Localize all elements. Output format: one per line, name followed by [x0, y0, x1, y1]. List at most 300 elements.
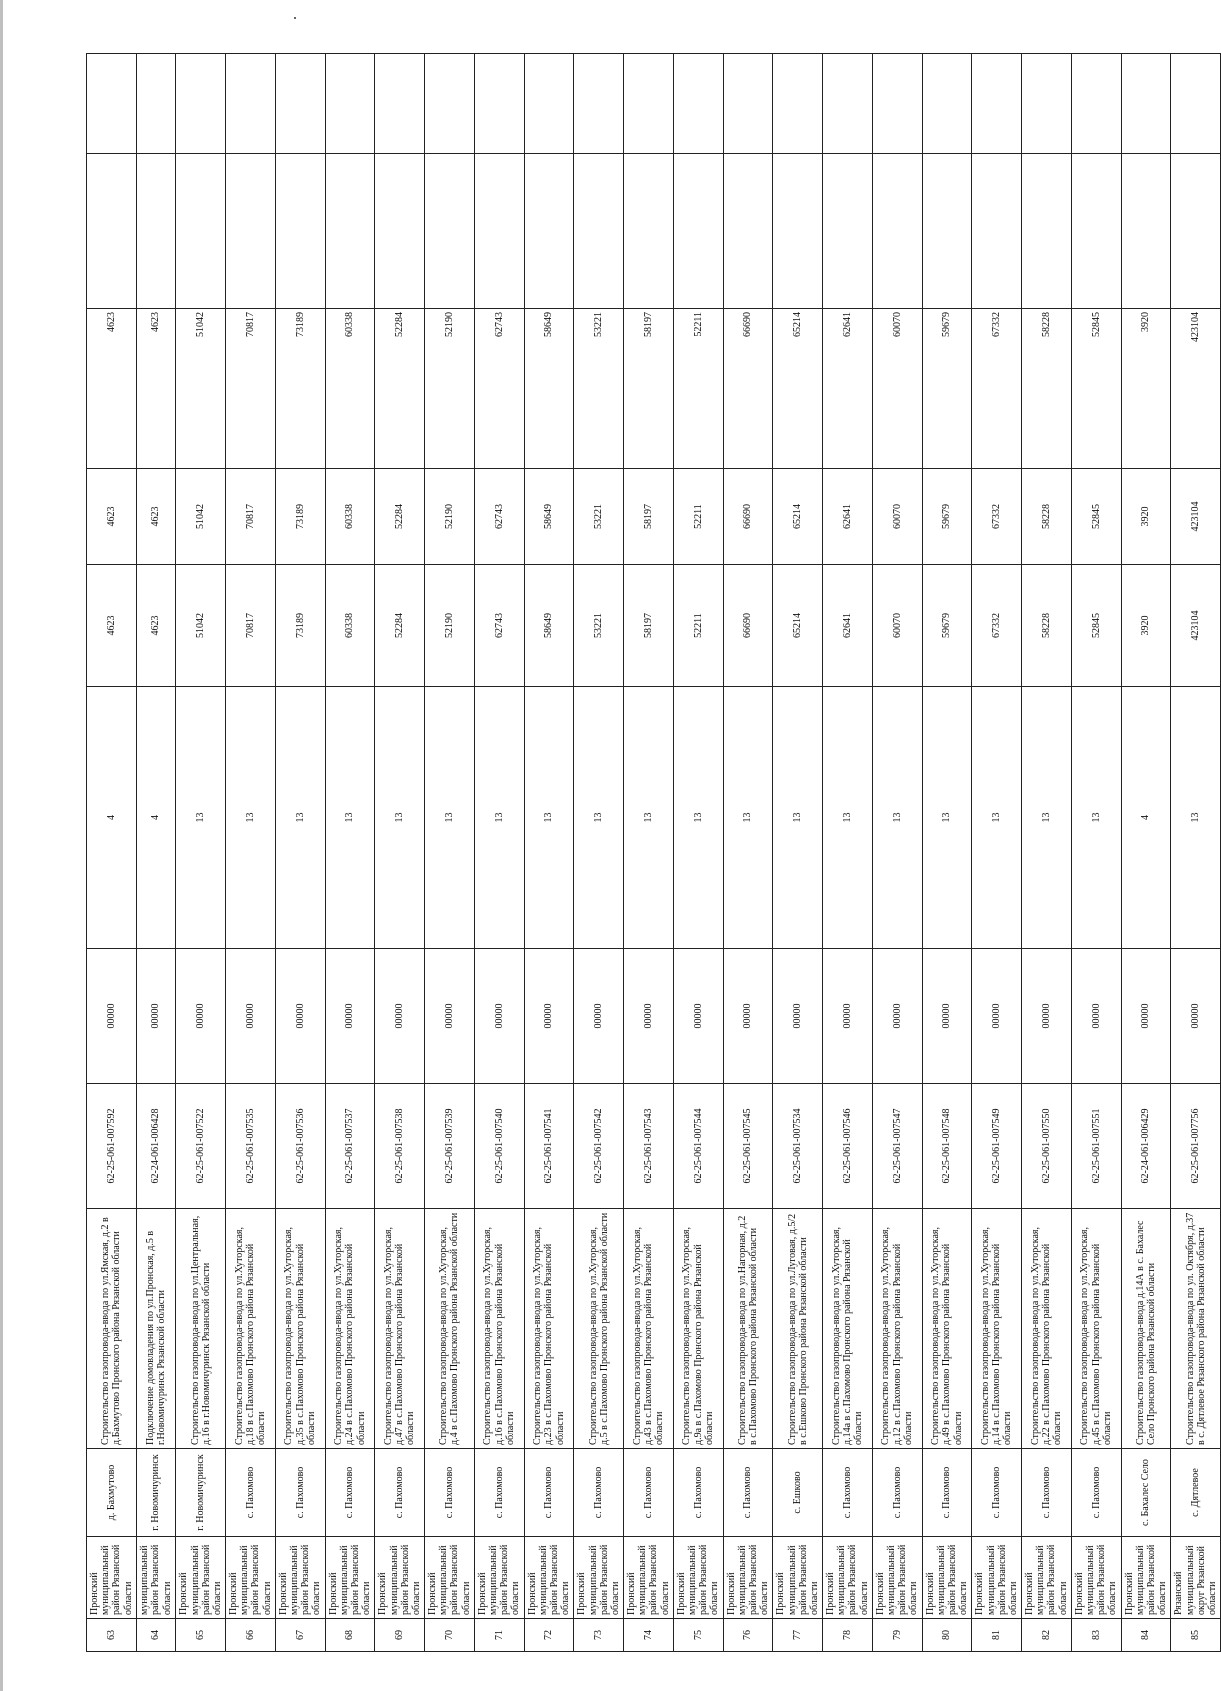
value-1-cell: 52845	[1071, 565, 1121, 687]
okved-code-cell: 00000	[136, 949, 176, 1084]
table-row	[275, 54, 325, 1652]
class-cell: 13	[325, 687, 375, 949]
locality-cell: с. Пахомово	[823, 1449, 873, 1537]
value-3-cell: 52211	[673, 309, 723, 469]
okved-code-cell: 00000	[1121, 949, 1171, 1084]
class-cell: 13	[1022, 687, 1072, 949]
value-3-cell: 52190	[425, 309, 475, 469]
value-1-cell: 423104	[1171, 565, 1221, 687]
object-name-cell: Подключение домовладения по ул.Пронская, д.5 в г.Новомичуринск Рязанской области	[136, 1209, 176, 1449]
class-cell: 13	[773, 687, 823, 949]
row-number: 68	[325, 1619, 375, 1652]
okved-code-cell: 00000	[972, 949, 1022, 1084]
value-3-cell: 62743	[474, 309, 524, 469]
municipality-cell: Пронский муниципальный район Рязанской области	[673, 1537, 723, 1619]
value-2-cell: 59679	[922, 469, 972, 565]
row-number: 66	[226, 1619, 276, 1652]
class-cell: 13	[1071, 687, 1121, 949]
object-code-cell: 62-25-061-007543	[624, 1084, 674, 1209]
class-cell: 13	[474, 687, 524, 949]
object-name-cell: Строительство газопровода-ввода по ул.Хуторская, д.16 в с.Пахомово Пронского района Рязанской области	[474, 1209, 524, 1449]
municipality-cell: Пронский муниципальный район Рязанской области	[524, 1537, 574, 1619]
class-cell: 13	[823, 687, 873, 949]
value-1-cell: 60070	[872, 565, 922, 687]
value-5-cell	[574, 54, 624, 154]
class-cell: 13	[425, 687, 475, 949]
municipality-cell: Пронский муниципальный район Рязанской области	[425, 1537, 475, 1619]
locality-cell: с. Пахомово	[1022, 1449, 1072, 1537]
value-2-cell: 52190	[425, 469, 475, 565]
municipality-cell: Пронский муниципальный район Рязанской области	[624, 1537, 674, 1619]
table-row	[673, 54, 723, 1652]
object-name-cell: Строительство газопровода-ввода по ул.Хуторская, д.18 в с.Пахомово Пронского района Рязанской области	[226, 1209, 276, 1449]
object-name-cell: Строительство газопровода-ввода по ул.Хуторская, д.45 в с.Пахомово Пронского района Рязанской области	[1071, 1209, 1121, 1449]
value-3-cell: 423104	[1171, 309, 1221, 469]
object-code-cell: 62-25-061-007538	[375, 1084, 425, 1209]
value-5-cell	[474, 54, 524, 154]
value-5-cell	[87, 54, 137, 154]
value-5-cell	[1022, 54, 1072, 154]
row-number: 73	[574, 1619, 624, 1652]
value-5-cell	[624, 54, 674, 154]
object-code-cell: 62-25-061-007550	[1022, 1084, 1072, 1209]
value-4-cell	[375, 154, 425, 309]
row-number: 63	[87, 1619, 137, 1652]
value-1-cell: 66690	[723, 565, 773, 687]
municipality-cell: Рязанский муниципальный округ Рязанской области	[1171, 1537, 1221, 1619]
value-2-cell: 3920	[1121, 469, 1171, 565]
value-5-cell	[723, 54, 773, 154]
object-code-cell: 62-25-061-007545	[723, 1084, 773, 1209]
okved-code-cell: 00000	[574, 949, 624, 1084]
municipality-cell: Пронский муниципальный район Рязанской области	[1022, 1537, 1072, 1619]
value-2-cell: 53221	[574, 469, 624, 565]
table-row	[325, 54, 375, 1652]
municipality-cell: Пронский муниципальный район Рязанской области	[474, 1537, 524, 1619]
table-row	[1171, 54, 1221, 1652]
value-3-cell: 51042	[176, 309, 226, 469]
object-name-cell: Строительство газопровода-ввода д.14А в с. Бахалес Село Пронского района Рязанской области	[1121, 1209, 1171, 1449]
table-row	[375, 54, 425, 1652]
okved-code-cell: 00000	[226, 949, 276, 1084]
class-cell: 4	[136, 687, 176, 949]
object-code-cell: 62-25-061-007537	[325, 1084, 375, 1209]
value-5-cell	[524, 54, 574, 154]
value-2-cell: 73189	[275, 469, 325, 565]
object-code-cell: 62-24-061-006429	[1121, 1084, 1171, 1209]
locality-cell: с. Пахомово	[624, 1449, 674, 1537]
object-code-cell: 62-25-061-007539	[425, 1084, 475, 1209]
table-row	[425, 54, 475, 1652]
locality-cell: с. Пахомово	[1071, 1449, 1121, 1537]
value-2-cell: 58649	[524, 469, 574, 565]
okved-code-cell: 00000	[1171, 949, 1221, 1084]
municipality-cell: Пронский муниципальный район Рязанской области	[275, 1537, 325, 1619]
locality-cell: с. Пахомово	[972, 1449, 1022, 1537]
object-code-cell: 62-25-061-007548	[922, 1084, 972, 1209]
value-4-cell	[425, 154, 475, 309]
okved-code-cell: 00000	[474, 949, 524, 1084]
value-5-cell	[1171, 54, 1221, 154]
value-4-cell	[136, 154, 176, 309]
class-cell: 13	[226, 687, 276, 949]
table-row	[1121, 54, 1171, 1652]
row-number: 76	[723, 1619, 773, 1652]
value-4-cell	[624, 154, 674, 309]
row-number: 83	[1071, 1619, 1121, 1652]
value-3-cell: 53221	[574, 309, 624, 469]
object-name-cell: Строительство газопровода-ввода по ул.Хуторская, д.14 в с.Пахомово Пронского района Рязанской области	[972, 1209, 1022, 1449]
row-number: 85	[1171, 1619, 1221, 1652]
value-1-cell: 65214	[773, 565, 823, 687]
row-number: 79	[872, 1619, 922, 1652]
value-5-cell	[823, 54, 873, 154]
value-1-cell: 3920	[1121, 565, 1171, 687]
value-4-cell	[275, 154, 325, 309]
value-4-cell	[673, 154, 723, 309]
value-1-cell: 59679	[922, 565, 972, 687]
object-name-cell: Строительство газопровода-ввода по ул.Хуторская, д.12 в с.Пахомово Пронского района Рязанской области	[872, 1209, 922, 1449]
value-1-cell: 58197	[624, 565, 674, 687]
object-code-cell: 62-25-061-007522	[176, 1084, 226, 1209]
okved-code-cell: 00000	[624, 949, 674, 1084]
municipality-cell: Пронский муниципальный район Рязанской области	[226, 1537, 276, 1619]
value-3-cell: 70817	[226, 309, 276, 469]
value-2-cell: 70817	[226, 469, 276, 565]
class-cell: 13	[972, 687, 1022, 949]
municipality-cell: Пронский муниципальный район Рязанской области	[773, 1537, 823, 1619]
object-name-cell: Строительство газопровода-ввода по ул.Хуторская, д.5 в с.Пахомово Пронского района Рязанской области	[574, 1209, 624, 1449]
gasification-objects-table	[86, 53, 1221, 1652]
table-row	[723, 54, 773, 1652]
value-2-cell: 52211	[673, 469, 723, 565]
value-1-cell: 73189	[275, 565, 325, 687]
locality-cell: с. Пахомово	[425, 1449, 475, 1537]
okved-code-cell: 00000	[723, 949, 773, 1084]
locality-cell: с. Пахомово	[723, 1449, 773, 1537]
object-code-cell: 62-25-061-007549	[972, 1084, 1022, 1209]
row-number: 72	[524, 1619, 574, 1652]
municipality-cell: Пронский муниципальный район Рязанской области	[87, 1537, 137, 1619]
class-cell: 13	[872, 687, 922, 949]
value-4-cell	[87, 154, 137, 309]
value-2-cell: 62641	[823, 469, 873, 565]
value-1-cell: 52190	[425, 565, 475, 687]
locality-cell: с. Пахомово	[325, 1449, 375, 1537]
object-code-cell: 62-25-061-007546	[823, 1084, 873, 1209]
object-name-cell: Строительство газопровода-ввода по ул.Центральная, д.16 в г.Новомичуринск Рязанской области	[176, 1209, 226, 1449]
row-number: 80	[922, 1619, 972, 1652]
value-4-cell	[1022, 154, 1072, 309]
object-code-cell: 62-25-061-007592	[87, 1084, 137, 1209]
table-row	[1071, 54, 1121, 1652]
value-3-cell: 60338	[325, 309, 375, 469]
value-2-cell: 51042	[176, 469, 226, 565]
table-row	[922, 54, 972, 1652]
row-number: 82	[1022, 1619, 1072, 1652]
value-3-cell: 65214	[773, 309, 823, 469]
object-name-cell: Строительство газопровода-ввода по ул.Хуторская, д.35 в с.Пахомово Пронского района Рязанской области	[275, 1209, 325, 1449]
value-1-cell: 62641	[823, 565, 873, 687]
value-2-cell: 4623	[136, 469, 176, 565]
okved-code-cell: 00000	[673, 949, 723, 1084]
row-number: 69	[375, 1619, 425, 1652]
okved-code-cell: 00000	[87, 949, 137, 1084]
class-cell: 13	[375, 687, 425, 949]
okved-code-cell: 00000	[1022, 949, 1072, 1084]
value-2-cell: 52284	[375, 469, 425, 565]
value-4-cell	[922, 154, 972, 309]
locality-cell: с. Пахомово	[524, 1449, 574, 1537]
class-cell: 13	[176, 687, 226, 949]
value-2-cell: 66690	[723, 469, 773, 565]
object-code-cell: 62-25-061-007544	[673, 1084, 723, 1209]
value-5-cell	[972, 54, 1022, 154]
object-code-cell: 62-25-061-007534	[773, 1084, 823, 1209]
object-name-cell: Строительство газопровода-ввода по ул. Октября, д.37 в с. Дятлевое Рязанского района Рязанской области	[1171, 1209, 1221, 1449]
value-5-cell	[773, 54, 823, 154]
object-name-cell: Строительство газопровода-ввода по ул.Хуторская, д.22 в с.Пахомово Пронского района Рязанской области	[1022, 1209, 1072, 1449]
value-1-cell: 58228	[1022, 565, 1072, 687]
object-code-cell: 62-25-061-007536	[275, 1084, 325, 1209]
value-3-cell: 62641	[823, 309, 873, 469]
okved-code-cell: 00000	[325, 949, 375, 1084]
class-cell: 13	[524, 687, 574, 949]
value-1-cell: 60338	[325, 565, 375, 687]
value-3-cell: 59679	[922, 309, 972, 469]
row-number: 71	[474, 1619, 524, 1652]
value-2-cell: 52845	[1071, 469, 1121, 565]
value-3-cell: 58197	[624, 309, 674, 469]
locality-cell: с. Дятлевое	[1171, 1449, 1221, 1537]
value-1-cell: 67332	[972, 565, 1022, 687]
table-row	[524, 54, 574, 1652]
row-number: 64	[136, 1619, 176, 1652]
value-2-cell: 58228	[1022, 469, 1072, 565]
object-code-cell: 62-25-061-007756	[1171, 1084, 1221, 1209]
value-4-cell	[1171, 154, 1221, 309]
table-body	[87, 54, 1221, 1652]
class-cell: 4	[1121, 687, 1171, 949]
value-3-cell: 4623	[87, 309, 137, 469]
value-5-cell	[1121, 54, 1171, 154]
class-cell: 13	[574, 687, 624, 949]
okved-code-cell: 00000	[1071, 949, 1121, 1084]
table-row	[226, 54, 276, 1652]
value-5-cell	[226, 54, 276, 154]
locality-cell: с. Пахомово	[474, 1449, 524, 1537]
locality-cell: г. Новомичуринск	[136, 1449, 176, 1537]
value-5-cell	[325, 54, 375, 154]
locality-cell: с. Пахомово	[275, 1449, 325, 1537]
value-4-cell	[325, 154, 375, 309]
value-3-cell: 52284	[375, 309, 425, 469]
value-1-cell: 52284	[375, 565, 425, 687]
table-row	[823, 54, 873, 1652]
value-1-cell: 62743	[474, 565, 524, 687]
municipality-cell: Пронский муниципальный район Рязанской области	[1071, 1537, 1121, 1619]
rotated-document-page	[86, 54, 1218, 1652]
class-cell: 13	[673, 687, 723, 949]
table-row	[87, 54, 137, 1652]
object-code-cell: 62-25-061-007540	[474, 1084, 524, 1209]
okved-code-cell: 00000	[176, 949, 226, 1084]
value-3-cell: 66690	[723, 309, 773, 469]
row-number: 81	[972, 1619, 1022, 1652]
value-3-cell: 3920	[1121, 309, 1171, 469]
municipality-cell: Пронский муниципальный район Рязанской области	[922, 1537, 972, 1619]
locality-cell: с. Пахомово	[375, 1449, 425, 1537]
okved-code-cell: 00000	[375, 949, 425, 1084]
okved-code-cell: 00000	[872, 949, 922, 1084]
object-name-cell: Строительство газопровода-ввода по ул.Хуторская, д.23 в с.Пахомово Пронского района Рязанской области	[524, 1209, 574, 1449]
table-row	[624, 54, 674, 1652]
row-number: 77	[773, 1619, 823, 1652]
table-row	[1022, 54, 1072, 1652]
value-5-cell	[872, 54, 922, 154]
value-1-cell: 4623	[87, 565, 137, 687]
table-row	[773, 54, 823, 1652]
okved-code-cell: 00000	[275, 949, 325, 1084]
value-5-cell	[673, 54, 723, 154]
locality-cell: д. Бахмутово	[87, 1449, 137, 1537]
okved-code-cell: 00000	[524, 949, 574, 1084]
object-name-cell: Строительство газопровода-ввода по ул.Нагорная, д.2 в с.Пахомово Пронского района Рязанской области	[723, 1209, 773, 1449]
value-4-cell	[773, 154, 823, 309]
object-name-cell: Строительство газопровода-ввода по ул.Хуторская, д.4 в с.Пахомово Пронского района Рязанской области	[425, 1209, 475, 1449]
municipality-cell: Пронский муниципальный район Рязанской области	[723, 1537, 773, 1619]
value-4-cell	[823, 154, 873, 309]
value-5-cell	[425, 54, 475, 154]
object-name-cell: Строительство газопровода-ввода по ул.Хуторская, д.14а в с.Пахомово Пронского района Рязанской области	[823, 1209, 873, 1449]
class-cell: 13	[275, 687, 325, 949]
object-name-cell: Строительство газопровода-ввода по ул.Хуторская, д.49 в с.Пахомово Пронского района Рязанской области	[922, 1209, 972, 1449]
object-name-cell: Строительство газопровода-ввода по ул.Луговая, д.5/2 в с.Ешково Пронского района Рязанской области	[773, 1209, 823, 1449]
value-2-cell: 67332	[972, 469, 1022, 565]
row-number: 70	[425, 1619, 475, 1652]
value-5-cell	[176, 54, 226, 154]
value-3-cell: 67332	[972, 309, 1022, 469]
object-name-cell: Строительство газопровода-ввода по ул.Хуторская, д.24 в с.Пахомово Пронского района Рязанской области	[325, 1209, 375, 1449]
value-3-cell: 4623	[136, 309, 176, 469]
class-cell: 13	[624, 687, 674, 949]
scan-speck	[294, 17, 296, 19]
municipality-cell: Пронский муниципальный район Рязанской области	[1121, 1537, 1171, 1619]
row-number: 75	[673, 1619, 723, 1652]
value-2-cell: 4623	[87, 469, 137, 565]
value-2-cell: 65214	[773, 469, 823, 565]
value-1-cell: 52211	[673, 565, 723, 687]
object-name-cell: Строительство газопровода-ввода по ул.Хуторская, д.9а в с.Пахомово Пронского района Рязанской области	[673, 1209, 723, 1449]
locality-cell: с. Бахалес Село	[1121, 1449, 1171, 1537]
row-number: 74	[624, 1619, 674, 1652]
table-row	[136, 54, 176, 1652]
okved-code-cell: 00000	[823, 949, 873, 1084]
object-code-cell: 62-25-061-007551	[1071, 1084, 1121, 1209]
class-cell: 4	[87, 687, 137, 949]
row-number: 67	[275, 1619, 325, 1652]
object-name-cell: Строительство газопровода-ввода по ул.Хуторская, д.43 в с.Пахомово Пронского района Рязанской области	[624, 1209, 674, 1449]
value-4-cell	[524, 154, 574, 309]
table-row	[872, 54, 922, 1652]
object-code-cell: 62-25-061-007542	[574, 1084, 624, 1209]
object-code-cell: 62-24-061-006428	[136, 1084, 176, 1209]
object-code-cell: 62-25-061-007541	[524, 1084, 574, 1209]
value-4-cell	[723, 154, 773, 309]
table-row	[972, 54, 1022, 1652]
value-2-cell: 62743	[474, 469, 524, 565]
object-code-cell: 62-25-061-007547	[872, 1084, 922, 1209]
table-row	[176, 54, 226, 1652]
locality-cell: с. Ешково	[773, 1449, 823, 1537]
value-4-cell	[1071, 154, 1121, 309]
scan-edge	[0, 0, 3, 1691]
object-name-cell: Строительство газопровода-ввода по ул.Хуторская, д.47 в с.Пахомово Пронского района Рязанской области	[375, 1209, 425, 1449]
locality-cell: с. Пахомово	[226, 1449, 276, 1537]
value-3-cell: 52845	[1071, 309, 1121, 469]
table-row	[474, 54, 524, 1652]
value-4-cell	[574, 154, 624, 309]
value-4-cell	[872, 154, 922, 309]
value-4-cell	[972, 154, 1022, 309]
value-5-cell	[275, 54, 325, 154]
locality-cell: с. Пахомово	[574, 1449, 624, 1537]
okved-code-cell: 00000	[773, 949, 823, 1084]
locality-cell: с. Пахомово	[673, 1449, 723, 1537]
value-4-cell	[1121, 154, 1171, 309]
value-1-cell: 51042	[176, 565, 226, 687]
value-3-cell: 58649	[524, 309, 574, 469]
value-3-cell: 60070	[872, 309, 922, 469]
municipality-cell: Пронский муниципальный район Рязанской области	[823, 1537, 873, 1619]
table-row	[574, 54, 624, 1652]
value-2-cell: 58197	[624, 469, 674, 565]
value-5-cell	[1071, 54, 1121, 154]
value-5-cell	[922, 54, 972, 154]
value-2-cell: 60070	[872, 469, 922, 565]
okved-code-cell: 00000	[425, 949, 475, 1084]
class-cell: 13	[723, 687, 773, 949]
municipality-cell: Пронский муниципальный район Рязанской области	[176, 1537, 226, 1619]
okved-code-cell: 00000	[922, 949, 972, 1084]
class-cell: 13	[922, 687, 972, 949]
locality-cell: с. Пахомово	[872, 1449, 922, 1537]
class-cell: 13	[1171, 687, 1221, 949]
municipality-cell: Пронский муниципальный район Рязанской области	[972, 1537, 1022, 1619]
value-3-cell: 58228	[1022, 309, 1072, 469]
value-1-cell: 70817	[226, 565, 276, 687]
value-5-cell	[375, 54, 425, 154]
municipality-cell: Пронский муниципальный район Рязанской области	[872, 1537, 922, 1619]
row-number: 78	[823, 1619, 873, 1652]
value-2-cell: 60338	[325, 469, 375, 565]
value-4-cell	[176, 154, 226, 309]
value-2-cell: 423104	[1171, 469, 1221, 565]
value-1-cell: 58649	[524, 565, 574, 687]
locality-cell: г. Новомичуринск	[176, 1449, 226, 1537]
value-4-cell	[474, 154, 524, 309]
municipality-cell: муниципальный район Рязанской области	[136, 1537, 176, 1619]
value-5-cell	[136, 54, 176, 154]
locality-cell: с. Пахомово	[922, 1449, 972, 1537]
value-1-cell: 53221	[574, 565, 624, 687]
object-name-cell: Строительство газопровода-ввода по ул.Ямская, д.2 в д.Бахмутово Пронского района Рязанской области	[87, 1209, 137, 1449]
municipality-cell: Пронский муниципальный район Рязанской области	[325, 1537, 375, 1619]
value-1-cell: 4623	[136, 565, 176, 687]
value-4-cell	[226, 154, 276, 309]
value-3-cell: 73189	[275, 309, 325, 469]
municipality-cell: Пронский муниципальный район Рязанской области	[574, 1537, 624, 1619]
